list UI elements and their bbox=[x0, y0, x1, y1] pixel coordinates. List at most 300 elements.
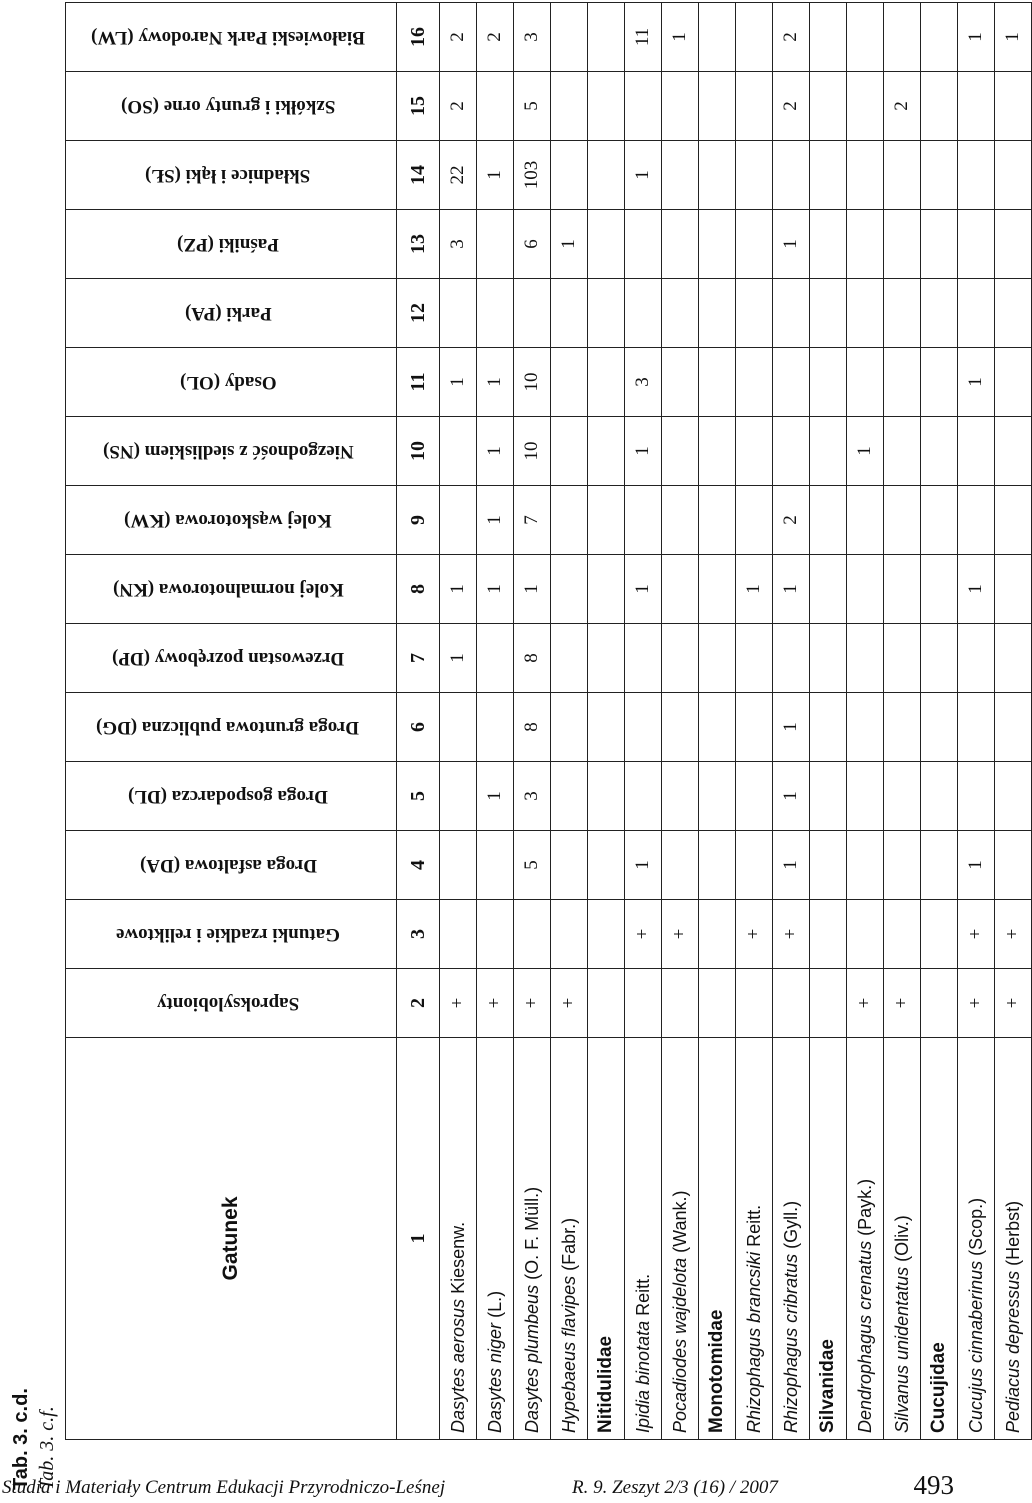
value-cell bbox=[884, 693, 921, 762]
empty-cell bbox=[699, 417, 736, 486]
empty-cell bbox=[921, 900, 958, 969]
empty-cell bbox=[810, 762, 847, 831]
caption-english: Tab. 3. c.f. bbox=[36, 1406, 58, 1490]
value-cell bbox=[958, 141, 995, 210]
column-header bbox=[66, 141, 397, 210]
column-header bbox=[66, 969, 397, 1038]
value-cell bbox=[625, 279, 662, 348]
column-number: 10 bbox=[397, 417, 440, 486]
value-cell bbox=[662, 555, 699, 624]
value-cell bbox=[995, 417, 1032, 486]
species-name bbox=[551, 1038, 588, 1440]
value-cell: + bbox=[995, 969, 1032, 1038]
empty-cell bbox=[921, 3, 958, 72]
empty-cell bbox=[699, 3, 736, 72]
column-header-label: Osady (OL) bbox=[179, 372, 277, 393]
species-genus: Dendrophagus crenatus bbox=[854, 1240, 875, 1433]
journal-title: Studia i Materiały Centrum Edukacji Przyrodniczo-Leśnej bbox=[2, 1477, 446, 1498]
value-cell: 1 bbox=[625, 831, 662, 900]
species-genus: Dasytes aerosus bbox=[447, 1298, 468, 1433]
column-header-label: Drzewostan pozrębowy (DP) bbox=[111, 648, 345, 669]
table-row bbox=[551, 3, 588, 1440]
value-cell: 7 bbox=[514, 486, 551, 555]
column-header-label: Parki (PA) bbox=[184, 303, 272, 324]
value-cell: 11 bbox=[625, 3, 662, 72]
species-column-header: Gatunek bbox=[66, 1038, 397, 1440]
value-cell bbox=[625, 210, 662, 279]
empty-cell bbox=[921, 210, 958, 279]
value-cell bbox=[847, 624, 884, 693]
species-name bbox=[662, 1038, 699, 1440]
empty-cell bbox=[810, 279, 847, 348]
column-header-label: Niezgodność z siedliskiem (NS) bbox=[102, 441, 354, 462]
value-cell bbox=[625, 486, 662, 555]
column-number: 9 bbox=[397, 486, 440, 555]
value-cell: 1 bbox=[773, 762, 810, 831]
empty-cell bbox=[921, 624, 958, 693]
empty-cell bbox=[699, 693, 736, 762]
value-cell bbox=[662, 624, 699, 693]
column-header bbox=[66, 831, 397, 900]
column-header bbox=[66, 693, 397, 762]
value-cell bbox=[477, 831, 514, 900]
empty-cell bbox=[588, 279, 625, 348]
species-genus: Cucujus cinnaberinus bbox=[965, 1260, 986, 1433]
value-cell bbox=[847, 693, 884, 762]
column-header-label: Droga asfaltowa (DA) bbox=[139, 855, 317, 876]
species-author: Reitt. bbox=[743, 1204, 764, 1247]
species-name bbox=[995, 1038, 1032, 1440]
value-cell: 1 bbox=[440, 624, 477, 693]
value-cell: 8 bbox=[514, 624, 551, 693]
family-name: Silvanidae bbox=[810, 1038, 847, 1440]
value-cell: 1 bbox=[773, 693, 810, 762]
column-header-label: Paśniki (PZ) bbox=[177, 234, 279, 255]
species-genus: Ipidia binotata bbox=[632, 1320, 653, 1433]
family-row bbox=[699, 3, 736, 1440]
value-cell: 1 bbox=[625, 417, 662, 486]
value-cell: 3 bbox=[514, 762, 551, 831]
species-name bbox=[958, 1038, 995, 1440]
value-cell bbox=[958, 624, 995, 693]
species-genus: Pediacus depressus bbox=[1002, 1270, 1023, 1433]
family-row bbox=[810, 3, 847, 1440]
table-row bbox=[662, 3, 699, 1440]
value-cell bbox=[773, 969, 810, 1038]
value-cell bbox=[551, 486, 588, 555]
column-header bbox=[66, 348, 397, 417]
value-cell bbox=[884, 486, 921, 555]
value-cell bbox=[551, 417, 588, 486]
value-cell bbox=[440, 279, 477, 348]
value-cell bbox=[551, 831, 588, 900]
value-cell bbox=[995, 141, 1032, 210]
value-cell bbox=[736, 72, 773, 141]
column-header-label: Białowieski Park Narodowy (LW) bbox=[91, 27, 365, 48]
value-cell bbox=[995, 624, 1032, 693]
empty-cell bbox=[810, 348, 847, 417]
value-cell bbox=[847, 762, 884, 831]
value-cell bbox=[884, 3, 921, 72]
value-cell bbox=[995, 279, 1032, 348]
species-genus: Hypebaeus flavipes bbox=[558, 1275, 579, 1433]
species-name bbox=[736, 1038, 773, 1440]
family-name: Nitidulidae bbox=[588, 1038, 625, 1440]
value-cell: 1 bbox=[625, 141, 662, 210]
column-number: 4 bbox=[397, 831, 440, 900]
value-cell bbox=[440, 417, 477, 486]
value-cell bbox=[551, 348, 588, 417]
value-cell: 1 bbox=[773, 210, 810, 279]
column-number: 1 bbox=[397, 1038, 440, 1440]
column-header bbox=[66, 279, 397, 348]
empty-cell bbox=[810, 72, 847, 141]
table-row bbox=[625, 3, 662, 1440]
value-cell bbox=[847, 831, 884, 900]
species-genus: Rhizophagus cribratus bbox=[780, 1253, 801, 1433]
value-cell: 1 bbox=[477, 762, 514, 831]
table-row bbox=[995, 3, 1032, 1440]
value-cell: 1 bbox=[773, 831, 810, 900]
column-header-label: Kolej normalnotorowa (KN) bbox=[112, 579, 344, 600]
value-cell bbox=[847, 486, 884, 555]
empty-cell bbox=[921, 555, 958, 624]
value-cell bbox=[551, 900, 588, 969]
empty-cell bbox=[588, 900, 625, 969]
value-cell bbox=[551, 3, 588, 72]
value-cell bbox=[995, 831, 1032, 900]
empty-cell bbox=[810, 486, 847, 555]
value-cell bbox=[736, 969, 773, 1038]
value-cell bbox=[625, 72, 662, 141]
empty-cell bbox=[921, 141, 958, 210]
table-row bbox=[958, 3, 995, 1440]
value-cell: + bbox=[736, 900, 773, 969]
column-header-label: Saproksylobionty bbox=[156, 993, 300, 1014]
species-name bbox=[625, 1038, 662, 1440]
empty-cell bbox=[921, 969, 958, 1038]
value-cell bbox=[773, 624, 810, 693]
column-number: 12 bbox=[397, 279, 440, 348]
empty-cell bbox=[921, 72, 958, 141]
value-cell: 1 bbox=[551, 210, 588, 279]
value-cell: 1 bbox=[477, 348, 514, 417]
column-header-label: Gatunki rzadkie i reliktowe bbox=[116, 924, 340, 945]
value-cell bbox=[958, 279, 995, 348]
value-cell: 5 bbox=[514, 72, 551, 141]
column-header bbox=[66, 210, 397, 279]
species-genus: Rhizophagus brancsiki bbox=[743, 1251, 764, 1433]
value-cell: + bbox=[773, 900, 810, 969]
value-cell bbox=[884, 555, 921, 624]
species-author: (O. F. Müll.) bbox=[521, 1186, 542, 1280]
value-cell bbox=[736, 624, 773, 693]
value-cell: 1 bbox=[440, 348, 477, 417]
value-cell bbox=[995, 348, 1032, 417]
value-cell: 103 bbox=[514, 141, 551, 210]
empty-cell bbox=[699, 555, 736, 624]
value-cell bbox=[551, 279, 588, 348]
column-number: 5 bbox=[397, 762, 440, 831]
table-container bbox=[65, 3, 1023, 1440]
empty-cell bbox=[699, 279, 736, 348]
empty-cell bbox=[810, 900, 847, 969]
empty-cell bbox=[588, 141, 625, 210]
table-row bbox=[884, 3, 921, 1440]
table-row bbox=[736, 3, 773, 1440]
value-cell: 10 bbox=[514, 417, 551, 486]
value-cell: 2 bbox=[773, 3, 810, 72]
species-name bbox=[477, 1038, 514, 1440]
species-author: (Scop.) bbox=[965, 1197, 986, 1256]
empty-cell bbox=[810, 3, 847, 72]
value-cell: 1 bbox=[995, 3, 1032, 72]
value-cell bbox=[662, 72, 699, 141]
value-cell bbox=[440, 900, 477, 969]
value-cell: 1 bbox=[625, 555, 662, 624]
column-header-label: Składnice i łąki (SŁ) bbox=[145, 165, 311, 186]
species-genus: Dasytes niger bbox=[484, 1322, 505, 1433]
value-cell bbox=[662, 486, 699, 555]
value-cell bbox=[514, 900, 551, 969]
value-cell: 1 bbox=[773, 555, 810, 624]
column-number: 2 bbox=[397, 969, 440, 1038]
empty-cell bbox=[810, 210, 847, 279]
column-header bbox=[66, 762, 397, 831]
value-cell: 1 bbox=[847, 417, 884, 486]
value-cell: 1 bbox=[958, 3, 995, 72]
value-cell bbox=[662, 762, 699, 831]
column-number: 8 bbox=[397, 555, 440, 624]
value-cell: 2 bbox=[884, 72, 921, 141]
species-author: (Gyll.) bbox=[780, 1200, 801, 1249]
value-cell bbox=[995, 762, 1032, 831]
value-cell bbox=[995, 555, 1032, 624]
value-cell bbox=[477, 900, 514, 969]
column-number: 3 bbox=[397, 900, 440, 969]
value-cell: 2 bbox=[773, 72, 810, 141]
value-cell: 5 bbox=[514, 831, 551, 900]
table-row bbox=[514, 3, 551, 1440]
value-cell bbox=[551, 141, 588, 210]
value-cell bbox=[440, 693, 477, 762]
value-cell bbox=[736, 141, 773, 210]
value-cell: + bbox=[958, 969, 995, 1038]
empty-cell bbox=[699, 210, 736, 279]
value-cell bbox=[736, 279, 773, 348]
value-cell: 3 bbox=[440, 210, 477, 279]
empty-cell bbox=[588, 348, 625, 417]
species-author: (L.) bbox=[484, 1290, 505, 1318]
value-cell: 2 bbox=[440, 3, 477, 72]
family-row bbox=[921, 3, 958, 1440]
species-author: (Oliv.) bbox=[891, 1215, 912, 1262]
value-cell: + bbox=[625, 900, 662, 969]
value-cell: 1 bbox=[736, 555, 773, 624]
value-cell: 3 bbox=[625, 348, 662, 417]
species-name bbox=[884, 1038, 921, 1440]
value-cell bbox=[995, 693, 1032, 762]
value-cell: 10 bbox=[514, 348, 551, 417]
value-cell bbox=[736, 831, 773, 900]
value-cell bbox=[884, 762, 921, 831]
value-cell bbox=[884, 141, 921, 210]
value-cell bbox=[884, 417, 921, 486]
empty-cell bbox=[921, 486, 958, 555]
empty-cell bbox=[588, 693, 625, 762]
column-number: 11 bbox=[397, 348, 440, 417]
value-cell: + bbox=[662, 900, 699, 969]
species-author: (Wank.) bbox=[669, 1190, 690, 1253]
value-cell: 2 bbox=[773, 486, 810, 555]
empty-cell bbox=[699, 900, 736, 969]
empty-cell bbox=[810, 417, 847, 486]
value-cell bbox=[477, 72, 514, 141]
value-cell: + bbox=[958, 900, 995, 969]
table-row bbox=[440, 3, 477, 1440]
value-cell bbox=[662, 831, 699, 900]
value-cell bbox=[736, 693, 773, 762]
empty-cell bbox=[588, 486, 625, 555]
empty-cell bbox=[921, 348, 958, 417]
empty-cell bbox=[588, 762, 625, 831]
empty-cell bbox=[699, 831, 736, 900]
value-cell bbox=[514, 279, 551, 348]
value-cell bbox=[995, 486, 1032, 555]
value-cell bbox=[662, 279, 699, 348]
value-cell bbox=[662, 141, 699, 210]
value-cell: 6 bbox=[514, 210, 551, 279]
species-name bbox=[440, 1038, 477, 1440]
column-number-row bbox=[397, 3, 440, 1440]
value-cell bbox=[736, 3, 773, 72]
empty-cell bbox=[810, 969, 847, 1038]
family-name: Cucujidae bbox=[921, 1038, 958, 1440]
table-row bbox=[477, 3, 514, 1440]
empty-cell bbox=[810, 831, 847, 900]
column-header-row bbox=[66, 3, 397, 1440]
value-cell: 1 bbox=[477, 555, 514, 624]
empty-cell bbox=[588, 3, 625, 72]
column-header-label: Droga gospodarcza (DL) bbox=[128, 786, 328, 807]
value-cell bbox=[847, 348, 884, 417]
value-cell: 3 bbox=[514, 3, 551, 72]
value-cell: + bbox=[847, 969, 884, 1038]
value-cell bbox=[958, 762, 995, 831]
value-cell bbox=[440, 831, 477, 900]
species-author: (Herbst) bbox=[1002, 1200, 1023, 1266]
value-cell bbox=[884, 831, 921, 900]
empty-cell bbox=[699, 762, 736, 831]
table-caption bbox=[8, 1370, 68, 1490]
value-cell: + bbox=[551, 969, 588, 1038]
empty-cell bbox=[588, 624, 625, 693]
column-header bbox=[66, 555, 397, 624]
family-row bbox=[588, 3, 625, 1440]
value-cell bbox=[847, 279, 884, 348]
species-author: (Payk.) bbox=[854, 1178, 875, 1236]
value-cell bbox=[884, 348, 921, 417]
value-cell bbox=[995, 210, 1032, 279]
column-header bbox=[66, 72, 397, 141]
value-cell bbox=[884, 624, 921, 693]
table-row bbox=[773, 3, 810, 1440]
value-cell bbox=[884, 210, 921, 279]
page-footer bbox=[0, 1470, 960, 1503]
value-cell bbox=[736, 762, 773, 831]
column-header-label: Droga gruntowa publiczna (DG) bbox=[96, 717, 360, 738]
value-cell: 1 bbox=[477, 141, 514, 210]
species-genus: Silvanus unidentatus bbox=[891, 1266, 912, 1433]
species-name bbox=[773, 1038, 810, 1440]
family-name: Monotomidae bbox=[699, 1038, 736, 1440]
species-author: Kiesenw. bbox=[447, 1221, 468, 1294]
value-cell bbox=[551, 72, 588, 141]
empty-cell bbox=[699, 486, 736, 555]
value-cell: + bbox=[477, 969, 514, 1038]
value-cell: 1 bbox=[958, 555, 995, 624]
empty-cell bbox=[810, 693, 847, 762]
value-cell: + bbox=[440, 969, 477, 1038]
value-cell bbox=[736, 486, 773, 555]
column-number: 15 bbox=[397, 72, 440, 141]
value-cell bbox=[625, 693, 662, 762]
column-number: 14 bbox=[397, 141, 440, 210]
value-cell bbox=[847, 72, 884, 141]
value-cell bbox=[477, 210, 514, 279]
value-cell bbox=[773, 141, 810, 210]
empty-cell bbox=[588, 417, 625, 486]
caption-polish: Tab. 3. c.d. bbox=[10, 1388, 32, 1490]
empty-cell bbox=[699, 141, 736, 210]
value-cell: 1 bbox=[958, 348, 995, 417]
empty-cell bbox=[699, 348, 736, 417]
empty-cell bbox=[588, 831, 625, 900]
species-name bbox=[847, 1038, 884, 1440]
value-cell bbox=[440, 762, 477, 831]
value-cell: 1 bbox=[440, 555, 477, 624]
empty-cell bbox=[810, 555, 847, 624]
page-number: 493 bbox=[913, 1470, 954, 1500]
value-cell: + bbox=[884, 969, 921, 1038]
empty-cell bbox=[699, 624, 736, 693]
column-header bbox=[66, 486, 397, 555]
species-genus: Pocadiodes wajdelota bbox=[669, 1257, 690, 1433]
value-cell bbox=[958, 210, 995, 279]
value-cell bbox=[847, 555, 884, 624]
empty-cell bbox=[921, 417, 958, 486]
empty-cell bbox=[921, 831, 958, 900]
column-number: 16 bbox=[397, 3, 440, 72]
value-cell bbox=[773, 417, 810, 486]
value-cell bbox=[551, 693, 588, 762]
value-cell bbox=[847, 900, 884, 969]
value-cell bbox=[477, 279, 514, 348]
value-cell bbox=[995, 72, 1032, 141]
empty-cell bbox=[588, 210, 625, 279]
value-cell bbox=[958, 693, 995, 762]
value-cell: 1 bbox=[662, 3, 699, 72]
value-cell bbox=[736, 417, 773, 486]
column-number: 7 bbox=[397, 624, 440, 693]
column-header bbox=[66, 3, 397, 72]
value-cell bbox=[662, 693, 699, 762]
value-cell bbox=[847, 141, 884, 210]
value-cell bbox=[551, 624, 588, 693]
value-cell bbox=[625, 624, 662, 693]
species-genus: Dasytes plumbeus bbox=[521, 1284, 542, 1433]
value-cell bbox=[551, 762, 588, 831]
